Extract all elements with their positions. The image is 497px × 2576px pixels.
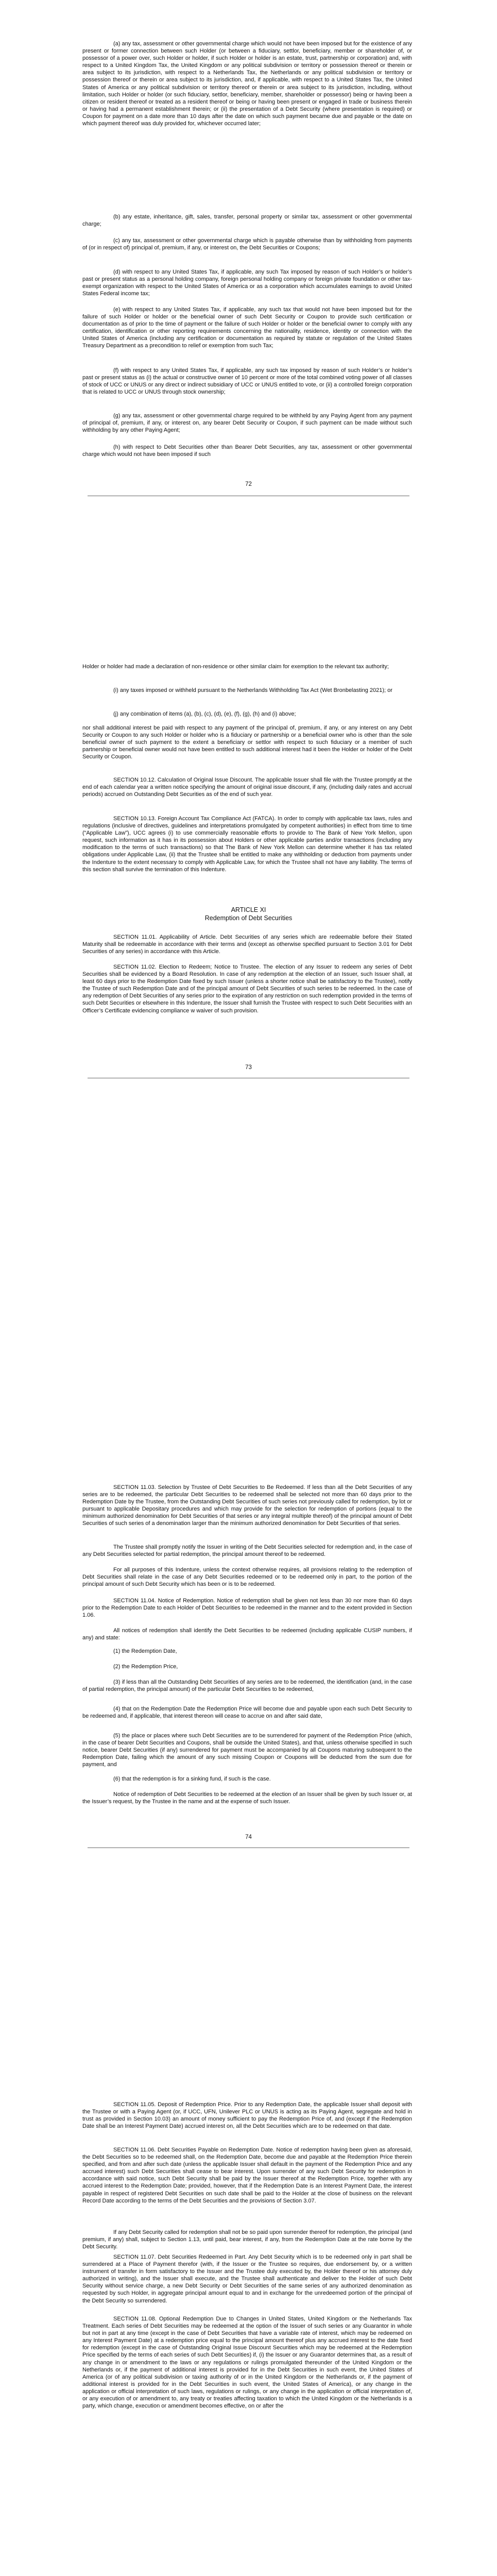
section-11-06-payable: SECTION 11.06. Debt Securities Payable on Redemption Date. Notice of redemption having been given as aforesaid, the Debt Securities so to be redeemed shall, on the Redemption Date, become due and payable at the Redemption Price therein specified, and from and after such date (unless the applicable Issuer shall default in the payment of the Redemption Price and any accrued interest) such Debt Securities shall cease to bear interest. Upon surrender of any such Debt Security for redemption in accordance with said notice, such Debt Security shall be paid by the Issuer thereof at the Redemption Price, together with any accrued interest to the Redemption Date; provided, however, that if the Redemption Date is an Interest Payment Date, the interest payable in respect of registered Debt Securities on such date shall be paid to the Holder at the close of business on the relevant Record Date according to the terms of the Debt Securities and the provisions of Section 3.07. — [82, 2147, 412, 2204]
para-f-ten-percent: (f) with respect to any United States Tax, if applicable, any such tax imposed by reason of such Holder’s or holder’s past or present status as (i) the actual or constructive owner of 10 percent or more of the total combined voting power of all classes of stock of UCC or UNUS or any direct or indirect subsidiary of UCC or UNUS entitled to vote, or (ii) a controlled foreign corporation that is related to UCC or UNUS through stock ownership; — [82, 367, 412, 396]
para-c-other-tax: (c) any tax, assessment or other governmental charge which is payable otherwise than by withholding from payments of (or in respect of) principal of, premium, if any, or interest on, the Debt Securities or Coupons; — [82, 238, 412, 251]
section-10-12-original-issue-discount: SECTION 10.12. Calculation of Original Issue Discount. The applicable Issuer shall file with the Trustee promptly at the end of each calendar year a written notice specifying the amount of original issue discount, if any, (including daily rates and accrual periods) accrued on Outstanding Debt Securities as of the end of such year. — [82, 777, 412, 798]
section-11-02-election-to-redeem: SECTION 11.02. Election to Redeem; Notice to Trustee. The election of any Issuer to redeem any series of Debt Securities shall be evidenced by a Board Resolution. In case of any redemption at the election of an Issuer, such Issuer shall, at least 60 days prior to the Redemption Date fixed by such Issuer (unless a shorter notice shall be satisfactory to the Trustee), notify the Trustee of such Redemption Date and of the principal amount of Debt Securities of such series to be redeemed. In the case of any redemption of Debt Securities of any series prior to the expiration of any restriction on such redemption provided in the terms of such Debt Securities or elsewhere in this Indenture, the Issuer shall furnish the Trustee with respect to such Debt Securities with an Officer’s Certificate evidencing compliance w waiver of such provision. — [82, 964, 412, 1014]
section-11-05-deposit: SECTION 11.05. Deposit of Redemption Price. Prior to any Redemption Date, the applicable Issuer shall deposit with the Trustee or with a Paying Agent (or, if UCC, UFN, Unilever PLC or UNUS is acting as its Paying Agent, segregate and hold in trust as provided in Section 10.03) an amount of money sufficient to pay the Redemption Price of, and (except if the Redemption Date shall be an Interest Payment Date) accrued interest on, all the Debt Securities which are to be redeemed on that date. — [82, 2102, 412, 2130]
para-h-non-bearer: (h) with respect to Debt Securities other than Bearer Debt Securities, any tax, assessment or other governmental charge which would not have been imposed if such — [82, 444, 412, 458]
page-number: 72 — [245, 481, 252, 487]
para-notice-by-issuer: Notice of redemption of Debt Securities to be redeemed at the election of an Issuer shall be given by such Issuer or, at the Issuer’s request, by the Trustee in the name and at the expense of such Issuer. — [82, 1791, 412, 1805]
para-g-paying-agent: (g) any tax, assessment or other governmental charge required to be withheld by any Paying Agent from any payment of principal of, premium, if any, or interest on, any bearer Debt Security or Coupon, if such payment can be made without such withholding by any other Paying Agent; — [82, 413, 412, 434]
page-number: 74 — [245, 1834, 252, 1840]
para-all-purposes: For all purposes of this Indenture, unless the context otherwise requires, all provisions relating to the redemption of Debt Securities shall relate in the case of any Debt Securities redeemed or to be redeemed only in part, to the portion of the principal amount of such Debt Security which has been or is to be redeemed. — [82, 1567, 412, 1588]
section-11-03-selection: SECTION 11.03. Selection by Trustee of Debt Securities to Be Redeemed. If less than all the Debt Securities of any series are to be redeemed, the particular Debt Securities to be redeemed shall be selected not more than 60 days prior to the Redemption Date by the Trustee, from the Outstanding Debt Securities of such series not previously called for redemption, by lot or pursuant to applicable Depositary procedures and which may provide for the selection for redemption of portions (equal to the minimum authorized denomination for Debt Securities of that series or any integral multiple thereof) of the principal amount of Debt Securities of such series of a denomination larger than the minimum authorized denomination for Debt Securities of that series. — [82, 1484, 412, 1527]
para-j-combination: (j) any combination of items (a), (b), (c), (d), (e), (f), (g), (h) and (i) above; — [113, 711, 296, 717]
page-72 — [0, 0, 497, 634]
para-not-so-paid: If any Debt Security called for redemption shall not be so paid upon surrender thereof for redemption, the principal (and premium, if any) shall, subject to Section 1.13, until paid, bear interest, if any, from the Redemption Date at the rate borne by the Debt Security. — [82, 2229, 412, 2250]
section-11-04-notice: SECTION 11.04. Notice of Redemption. Notice of redemption shall be given not less than 30 nor more than 60 days prior to the Redemption Date to each Holder of Debt Securities to be redeemed in the manner and to the extent provided in Section 1.06. — [82, 1598, 412, 1619]
para-i-withholding-act: (i) any taxes imposed or withheld pursuant to the Netherlands Withholding Tax Act (Wet Bronbelasting 2021); or — [113, 687, 392, 693]
para-no-additional-interest: nor shall additional interest be paid with respect to any payment of the principal of, premium, if any, or any interest on any Debt Security or Coupon to any such Holder or holder who is a fiduciary or partnership or a beneficial owner who is other than the sole beneficial owner of such payment to the extent a beneficiary or settlor with respect to such fiduciary or a member of such partnership or beneficial owner would not have been entitled to such additional interest had it been the Holder or holder of the Debt Security or Coupon. — [82, 725, 412, 760]
section-11-07-redeemed-in-part: SECTION 11.07. Debt Securities Redeemed in Part. Any Debt Security which is to be redeemed only in part shall be surrendered at a Place of Payment therefor (with, if the Issuer or the Trustee so requires, due endorsement by, or a written instrument of transfer in form satisfactory to the Issuer and the Trustee duly executed by, the Holder thereof or his attorney duly authorized in writing), and the Issuer shall execute, and the Trustee shall authenticate and deliver to the Holder of such Debt Security without service charge, a new Debt Security or Debt Securities of the same series of any authorized denomination as requested by such Holder, in aggregate principal amount equal to and in exchange for the unredeemed portion of the principal of the Debt Security so surrendered. — [82, 2254, 412, 2304]
item-6-sinking-fund: (6) that the redemption is for a sinking fund, if such is the case. — [113, 1776, 271, 1782]
item-2-redemption-price: (2) the Redemption Price, — [113, 1664, 178, 1670]
para-d-holding-company: (d) with respect to any United States Tax, if applicable, any such Tax imposed by reason of such Holder’s or holder’s past or present status as a personal holding company, foreign personal holding company or foreign private foundation or other tax-exempt organization with respect to the United States of America or as a corporation which accumulates earnings to avoid United States Federal income tax; — [82, 269, 412, 297]
para-trustee-notify: The Trustee shall promptly notify the Issuer in writing of the Debt Securities selected for redemption and, in the case of any Debt Securities selected for partial redemption, the principal amount thereof to be redeemed. — [82, 1544, 412, 1558]
section-10-13-fatca: SECTION 10.13. Foreign Account Tax Compliance Act (FATCA). In order to comply with applicable tax laws, rules and regulations (inclusive of directives, guidelines and interpretations promulgated by competent authorities) in effect from time to time (“Applicable Law”), UCC agrees (i) to use commercially reasonable efforts to provide to The Bank of New York Mellon, upon request, such information as it has in its possession about Holders or other applicable parties and/or transactions (including any modification to the terms of such transactions) so that The Bank of New York Mellon can determine whether it has tax related obligations under Applicable Law, (ii) that the Trustee shall be entitled to make any withholding or deduction from payments under the Indenture to the extent necessary to comply with Applicable Law, for which the Trustee shall not have any liability. The terms of this section shall survive the termination of this Indenture. — [82, 816, 412, 873]
page-74 — [0, 1077, 497, 1840]
para-e-certification: (e) with respect to any United States Tax, if applicable, any such tax that would not have been imposed but for the failure of such Holder or holder or the beneficial owner of such Debt Security or Coupon to provide such certification or documentation as of prior to the time of payment or the failure of such Holder or holder or the beneficial owner to comply with any certification, identification or other reporting requirements concerning the nationality, residence, identity or connection with the United States of America (including any certification or documentation as required by statute or regulation of the United States Treasury Department as a precondition to relief or exemption from such Tax; — [82, 307, 412, 349]
item-1-redemption-date: (1) the Redemption Date, — [113, 1648, 177, 1654]
item-4-due-payable: (4) that on the Redemption Date the Redemption Price will become due and payable upon each such Debt Security to be redeemed and, if applicable, that interest thereon will cease to accrue on and after said date, — [82, 1706, 412, 1720]
item-3-partial: (3) if less than all the Outstanding Debt Securities of any series are to be redeemed, the identification (and, in the case of partial redemption, the principal amount) of the particular Debt Securities to be redeemed, — [82, 1679, 412, 1693]
section-11-08-optional-redemption: SECTION 11.08. Optional Redemption Due to Changes in United States, United Kingdom or the Netherlands Tax Treatment. Each series of Debt Securities may be redeemed at the option of the Issuer of such series or any Guarantor in whole but not in part at any time (except in the case of Debt Securities that have a variable rate of interest, which may be redeemed on any Interest Payment Date) at a redemption price equal to the principal amount thereof plus any accrued interest to the date fixed for redemption (except in the case of Outstanding Original Issue Discount Securities which may be redeemed at the Redemption Price specified by the terms of each series of such Debt Securities) if, (i) the Issuer or any Guarantor determines that, as a result of any change in or amendment to the laws or any regulations or rulings promulgated thereunder of the United Kingdom or the Netherlands or, if the payment of additional interest is provided for in the Debt Securities in such event, the United States of America (or of any political subdivision or taxing authority of or in the United Kingdom or the Netherlands or, if the payment of additional interest is provided for in the Debt Securities in such event, the United States of America), or any change in the application or official interpretation of such laws, regulations or rulings, or any change in the application or official interpretation of, or any execution of or amendment to, any treaty or treaties affecting taxation to which the United Kingdom or the Netherlands is a party, which change, execution or amendment becomes effective, on or after the — [82, 2316, 412, 2410]
article-title: Redemption of Debt Securities — [204, 914, 293, 922]
para-h-continued: Holder or holder had made a declaration of non-residence or other similar claim for exemption to the relevant tax authority; — [82, 664, 389, 670]
page-number: 73 — [245, 1064, 252, 1071]
para-a-connection: (a) any tax, assessment or other governmental charge which would not have been imposed but for the existence of any present or former connection between such Holder (or between a fiduciary, settlor, beneficiary, member or shareholder of, or possessor of a power over, such Holder or holder, if such Holder or holder is an estate, trust, partnership or corporation) and, with respect to a United Kingdom Tax, the United Kingdom or any political subdivision or territory or possession thereof or therein or area subject to its jurisdiction, with respect to a Netherlands Tax, the Netherlands or any political subdivision or territory or possession thereof or therein or area subject to its jurisdiction, and, if applicable, with respect to a United States Tax, the United States of America or any political subdivision or territory thereof or therein or area subject to its jurisdiction, including, without limitation, such Holder or holder (or such fiduciary, settlor, beneficiary, member, shareholder or possessor) being or having been a citizen or resident thereof or treated as a resident thereof or being or having been present or engaged in trade or business therein or having had a permanent establishment therein; or (ii) the presentation of a Debt Security (where presentation is required) or Coupon for payment on a date more than 10 days after the date on which such payment became due and payable or the date on which payment thereof was duly provided for, whichever occurred later; — [82, 41, 412, 127]
page-75 — [0, 1958, 497, 2576]
article-heading: ARTICLE XI — [231, 906, 266, 913]
para-b-estate: (b) any estate, inheritance, gift, sales, transfer, personal property or similar tax, assessment or other governmental charge; — [82, 214, 412, 228]
section-11-01-applicability: SECTION 11.01. Applicability of Article. Debt Securities of any series which are redeemable before their Stated Maturity shall be redeemable in accordance with their terms and (except as otherwise specified pursuant to Section 3.01 for Debt Securities of any series) in accordance with this Article. — [82, 934, 412, 955]
para-notices-identify: All notices of redemption shall identify the Debt Securities to be redeemed (including applicable CUSIP numbers, if any) and state: — [82, 1628, 412, 1641]
item-5-place-of-payment: (5) the place or places where such Debt Securities are to be surrendered for payment of the Redemption Price (which, in the case of bearer Debt Securities and Coupons, shall be outside the United States), and that, unless otherwise specified in such notice, bearer Debt Securities (if any) surrendered for payment must be accompanied by all Coupons maturing subsequent to the Redemption Date, failing which the amount of any such missing Coupon or Coupons will be deducted from the sum due for payment, and — [82, 1733, 412, 1768]
